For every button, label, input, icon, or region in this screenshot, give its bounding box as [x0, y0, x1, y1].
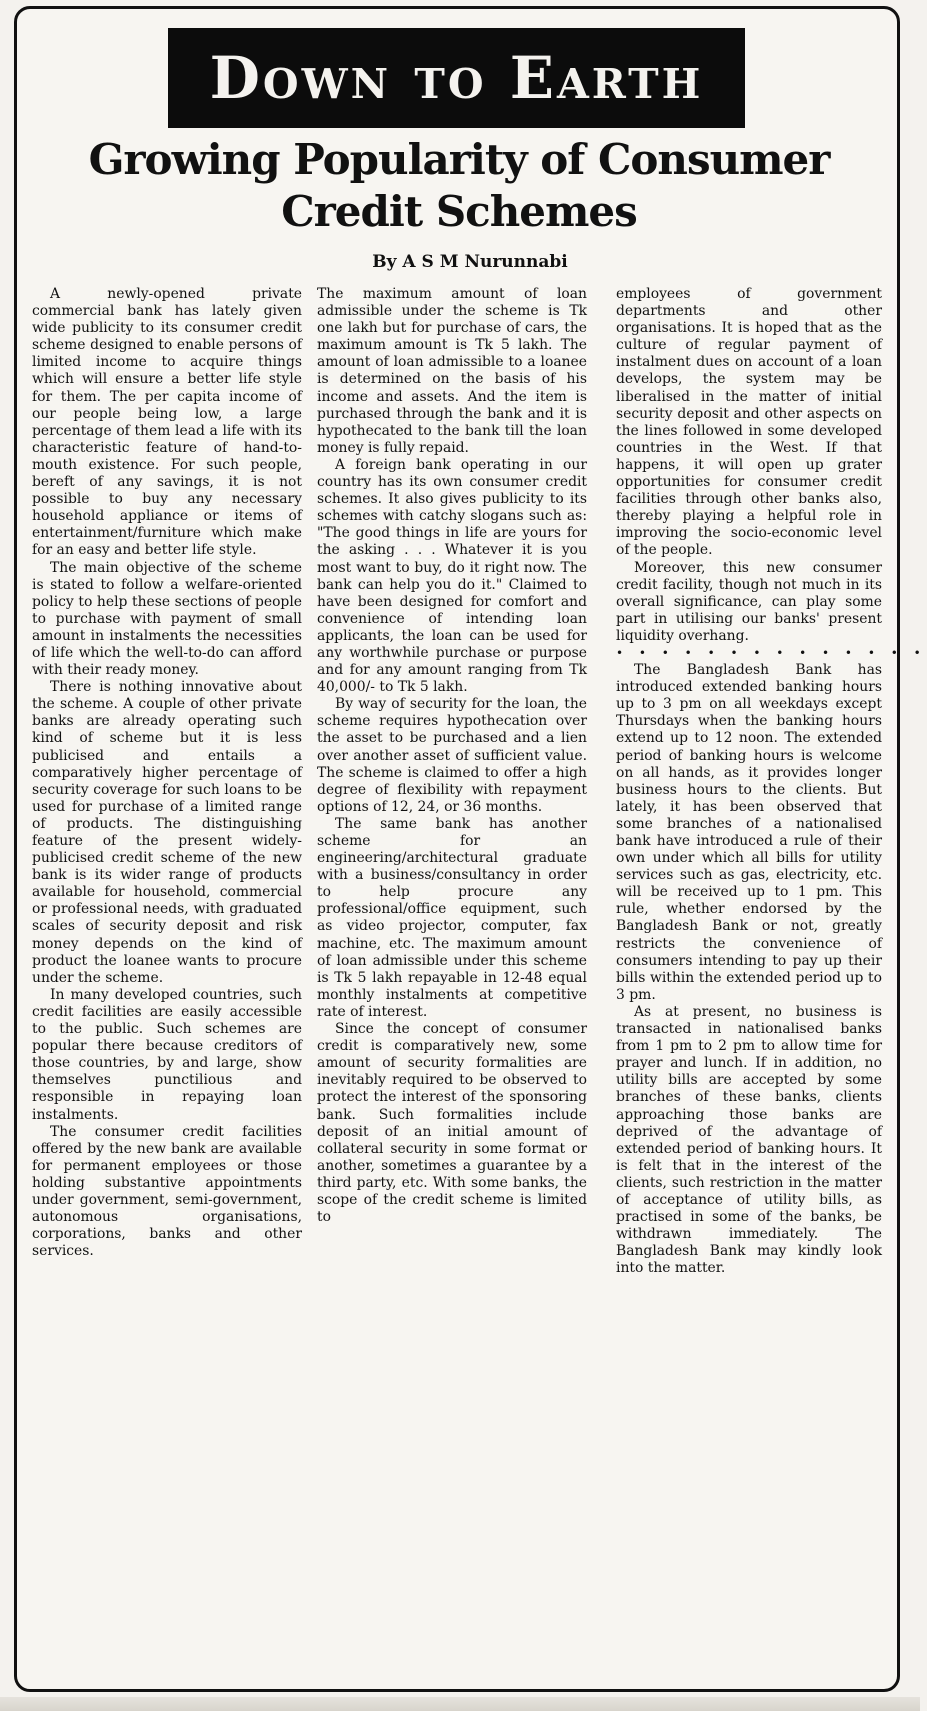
paragraph: The main objective of the scheme is stated to follow a welfare-oriented policy to help these sections of people to purchase with payment of small amount in instalments the necessities of life which the well-to-do can afford with their ready money.: [32, 559, 302, 679]
headline: Growing Popularity of Consumer Credit Schemes: [88, 135, 830, 236]
byline: By A S M Nurunnabi: [372, 252, 568, 272]
article-column-1: [32, 286, 302, 1686]
paragraph: In many developed countries, such credit facilities are easily accessible to the public. Such schemes are popular there because creditors of those countries, by and large, show themselves punctilious and responsible in repaying loan instalments.: [32, 986, 302, 1123]
paragraph: The same bank has another scheme for an engineering/architectural graduate with a business/consultancy in order to help procure any professional/office equipment, such as video projector, computer, fax machine, etc. The maximum amount of loan admissible under this scheme is Tk 5 lakh repayable in 12-48 equal monthly instalments at competitive rate of interest.: [317, 815, 587, 1020]
paragraph: Since the concept of consumer credit is comparatively new, some amount of security formalities are inevitably required to be observed to protect the interest of the sponsoring bank. Such formalities include deposit of an initial amount of collateral security in some format or another, sometimes a guarantee by a third party, etc. With some banks, the scope of the credit scheme is limited to: [317, 1021, 587, 1226]
paragraph: employees of government departments and other organisations. It is hoped that as the culture of regular payment of instalment dues on account of a loan develops, the system may be liberalised in the matter of initial security deposit and other aspects on the lines followed in some developed countries in the West. If that happens, it will open up grater opportunities for consumer credit facilities through other banks also, thereby playing a helpful role in improving the socio-economic level of the people.: [616, 286, 882, 559]
page-fold-strip: [0, 1697, 920, 1711]
paragraph: A newly-opened private commercial bank has lately given wide publicity to its consumer credit scheme designed to enable persons of limited income to acquire things which will ensure a better life style for them. The per capita income of our people being low, a large percentage of them lead a life with its characteristic feature of hand-to-mouth existence. For such people, bereft of any savings, it is not possible to buy any necessary household appliance or items of entertainment/furniture which make for an easy and better life style.: [32, 286, 302, 559]
paragraph: Moreover, this new consumer credit facility, though not much in its overall significance, can play some part in utilising our banks' present liquidity overhang.: [616, 559, 882, 644]
section-separator: • • • • • • • • • • • • • •: [616, 645, 927, 660]
paragraph: By way of security for the loan, the scheme requires hypothecation over the asset to be purchased and a lien over another asset of sufficient value. The scheme is claimed to offer a high degree of flexibility with repayment options of 12, 24, or 36 months.: [317, 696, 587, 815]
paragraph: As at present, no business is transacted in nationalised banks from 1 pm to 2 pm to allow time for prayer and lunch. If in addition, no utility bills are accepted by some branches of these banks, clients approaching those banks are deprived of the advantage of extended period of banking hours. It is felt that in the interest of the clients, such restriction in the matter of acceptance of utility bills, as practised in some of the banks, be withdrawn immediately. The Bangladesh Bank may kindly look into the matter.: [616, 1003, 882, 1277]
article-column-2: [317, 286, 587, 1686]
article-column-3: [616, 286, 927, 1686]
paragraph: The Bangladesh Bank has introduced extended banking hours up to 3 pm on all weekdays except Thursdays when the banking hours extend up to 12 noon. The extended period of banking hours is welcome on all hands, as it provides longer business hours to the clients. But lately, it has been observed that some branches of a nationalised bank have introduced a rule of their own under which all bills for utility services such as gas, electricity, etc. will be received up to 1 pm. This rule, whether endorsed by the Bangladesh Bank or not, greatly restricts the convenience of consumers intending to pay up their bills within the extended period up to 3 pm.: [616, 662, 882, 1003]
masthead: Down to Earth: [168, 28, 745, 128]
paragraph: The consumer credit facilities offered by the new bank are available for permanent employees or those holding substantive appointments under government, semi-government, autonomous organisations, corporations, banks and other services.: [32, 1123, 302, 1260]
paragraph: A foreign bank operating in our country has its own consumer credit schemes. It also gives publicity to its schemes with catchy slogans such as: "The good things in life are yours for the asking . . . Whatever it is you most want to buy, do it right now. The bank can help you do it." Claimed to have been designed for comfort and convenience of intending loan applicants, the loan can be used for any worthwhile purchase or purpose and for any amount ranging from Tk 40,000/- to Tk 5 lakh.: [317, 456, 587, 696]
paragraph: The maximum amount of loan admissible under the scheme is Tk one lakh but for purchase of cars, the maximum amount is Tk 5 lakh. The amount of loan admissible to a loanee is determined on the basis of his income and assets. And the item is purchased through the bank and it is hypothecated to the bank till the loan money is fully repaid.: [317, 286, 587, 456]
paragraph: There is nothing innovative about the scheme. A couple of other private banks are already operating such kind of scheme but it is less publicised and entails a comparatively higher percentage of security coverage for such loans to be used for purchase of a limited range of products. The distinguishing feature of the present widely-publicised credit scheme of the new bank is its wider range of products available for household, commercial or professional needs, with graduated scales of security deposit and risk money depends on the kind of product the loanee wants to procure under the scheme.: [32, 679, 302, 986]
